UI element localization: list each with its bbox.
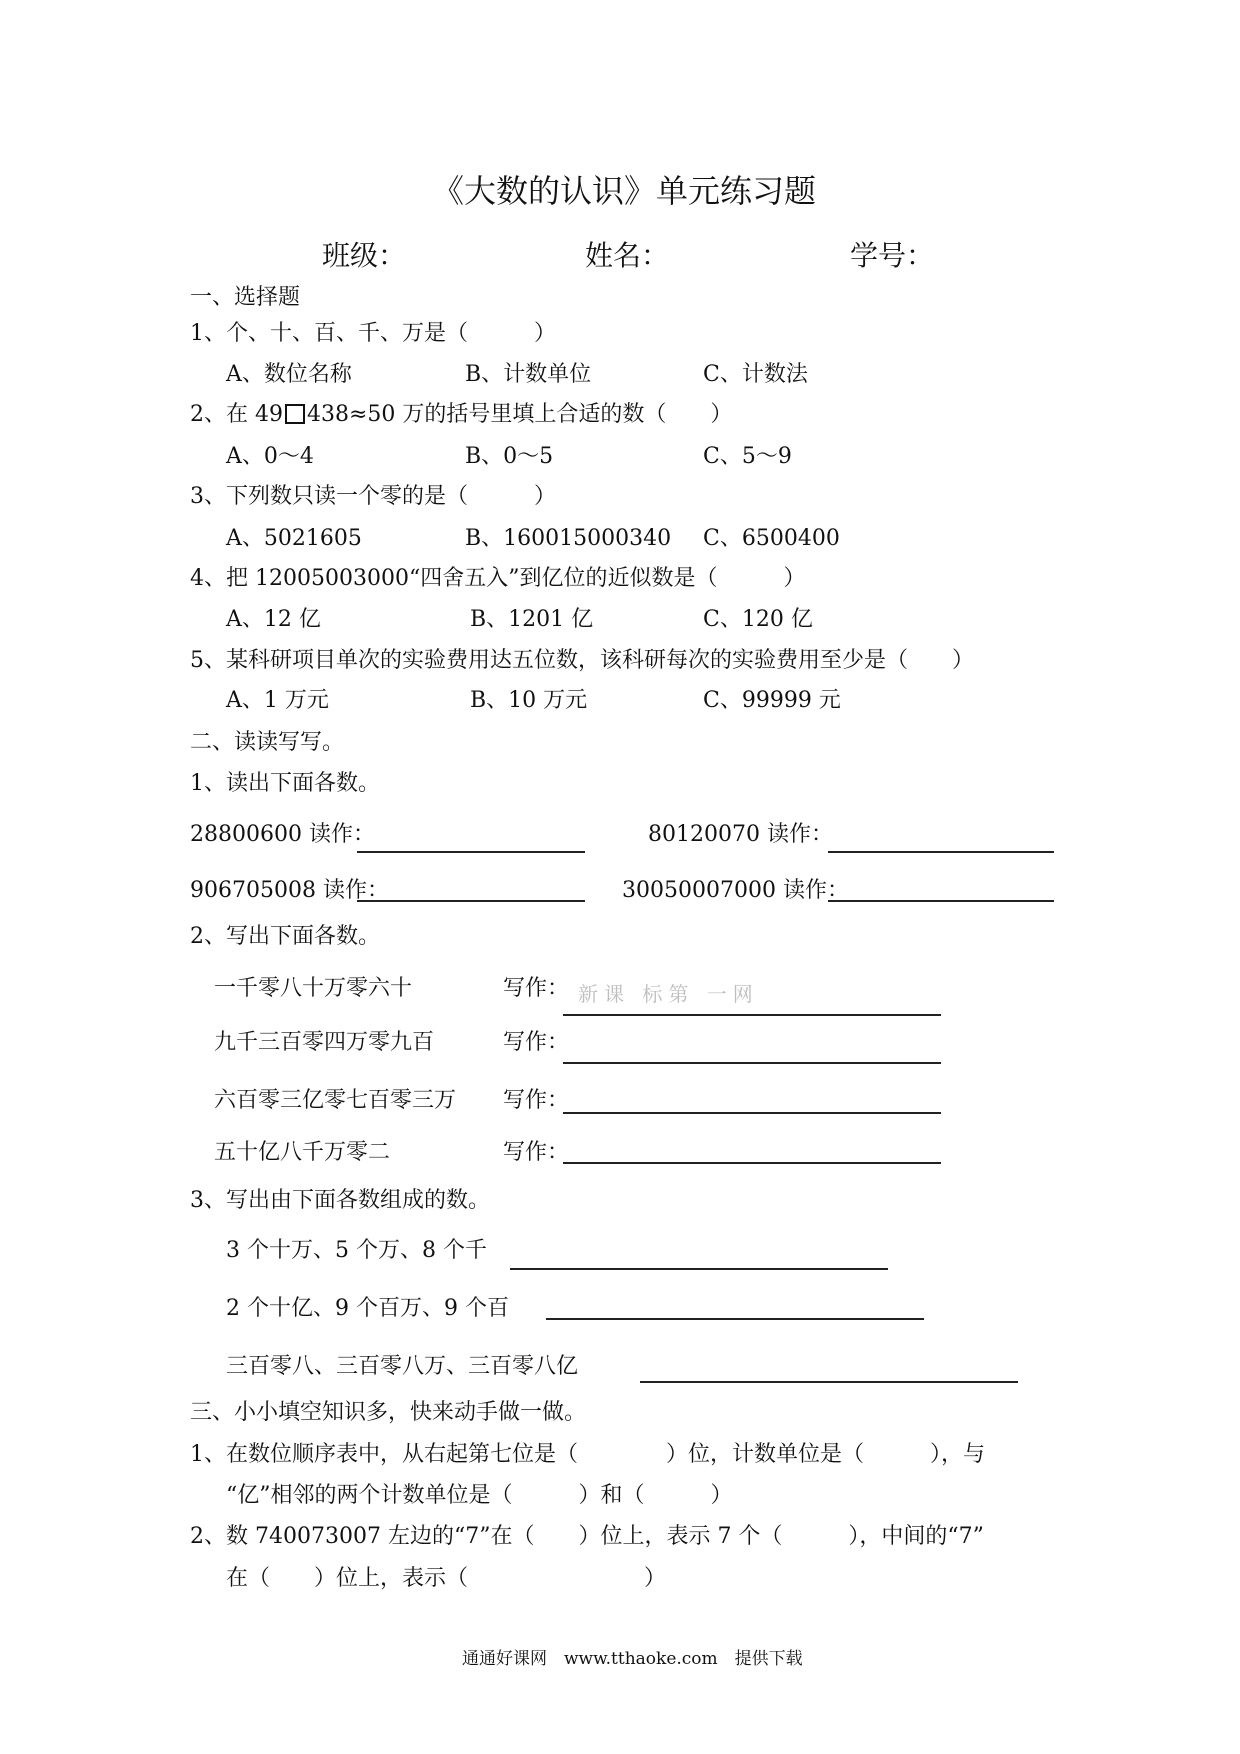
q1-stem: 1、个、十、百、千、万是（ ）	[190, 321, 556, 346]
q4-option-c: C、120 亿	[703, 607, 813, 632]
s3-q2-line2: 在（ ）位上，表示（ ）	[226, 1566, 667, 1591]
s3-q1-line1: 1、在数位顺序表中，从右起第七位是（ ）位，计数单位是（ ），与	[190, 1442, 985, 1467]
footer-credit: 通通好课网 www.tthaoke.com 提供下载	[462, 1649, 803, 1669]
q5-option-c: C、99999 元	[703, 688, 841, 713]
section2-heading: 二、读读写写。	[190, 730, 345, 755]
q2-option-a: A、0～4	[226, 444, 314, 469]
write-title: 2、写出下面各数。	[190, 924, 380, 949]
q5-option-a: A、1 万元	[226, 688, 329, 713]
read-answer-line-2[interactable]	[828, 851, 1054, 853]
section1-heading: 一、选择题	[190, 285, 301, 310]
q3-option-b: B、160015000340	[465, 526, 672, 551]
q3-stem: 3、下列数只读一个零的是（ ）	[190, 484, 556, 509]
q1-option-b: B、计数单位	[465, 362, 592, 387]
q2-stem	[190, 404, 732, 426]
write-item-3-label: 写作：	[503, 1088, 570, 1113]
read-item-3: 906705008 读作：	[190, 878, 389, 903]
read-title: 1、读出下面各数。	[190, 771, 380, 796]
s3-q1-line2: “亿”相邻的两个计数单位是（ ）和（ ）	[226, 1483, 733, 1508]
q4-stem: 4、把 12005003000“四舍五入”到亿位的近似数是（ ）	[190, 566, 806, 591]
q2-option-c: C、5～9	[703, 444, 792, 469]
read-item-1: 28800600 读作：	[190, 822, 375, 847]
q2-stem-before: 2、在 49	[190, 402, 283, 427]
write-item-4-label: 写作：	[503, 1140, 570, 1165]
q3-option-a: A、5021605	[226, 526, 362, 551]
s3-q2-line1: 2、数 740073007 左边的“7”在（ ）位上，表示 7 个（ ），中间的“7”	[190, 1524, 984, 1549]
read-item-2: 80120070 读作：	[648, 822, 833, 847]
read-answer-line-1[interactable]	[357, 851, 585, 853]
write-item-2-text: 九千三百零四万零九百	[214, 1030, 435, 1055]
write-item-3-text: 六百零三亿零七百零三万	[214, 1088, 457, 1113]
q5-option-b: B、10 万元	[470, 688, 588, 713]
compose-item-3: 三百零八、三百零八万、三百零八亿	[226, 1354, 579, 1379]
q2-option-b: B、0～5	[465, 444, 554, 469]
student-number-label: 学号：	[850, 239, 935, 272]
q2-stem-after: 438≈50 万的括号里填上合适的数（ ）	[307, 402, 733, 427]
write-item-1-label: 写作：	[503, 976, 570, 1001]
q4-option-a: A、12 亿	[226, 607, 321, 632]
section3-heading: 三、小小填空知识多，快来动手做一做。	[190, 1400, 587, 1425]
write-answer-line-2[interactable]	[563, 1062, 941, 1064]
compose-item-2: 2 个十亿、9 个百万、9 个百	[226, 1296, 509, 1321]
write-answer-line-1[interactable]	[563, 1014, 941, 1016]
write-item-1-text: 一千零八十万零六十	[214, 976, 413, 1001]
write-answer-line-3[interactable]	[563, 1112, 941, 1114]
page-title: 《大数的认识》单元练习题	[432, 172, 817, 210]
q4-option-b: B、1201 亿	[470, 607, 594, 632]
compose-answer-line-1[interactable]	[510, 1268, 888, 1270]
q5-stem: 5、某科研项目单次的实验费用达五位数，该科研每次的实验费用至少是（ ）	[190, 648, 974, 673]
q1-option-a: A、数位名称	[226, 362, 352, 387]
class-label: 班级：	[322, 239, 407, 272]
write-item-2-label: 写作：	[503, 1030, 570, 1055]
read-item-4: 30050007000 读作：	[622, 878, 849, 903]
read-answer-line-4[interactable]	[828, 900, 1054, 902]
compose-title: 3、写出由下面各数组成的数。	[190, 1188, 490, 1213]
write-item-4-text: 五十亿八千万零二	[214, 1140, 391, 1165]
watermark: 新课 标第 一网	[578, 982, 759, 1006]
name-label: 姓名：	[585, 239, 670, 272]
read-answer-line-3[interactable]	[357, 900, 585, 902]
write-answer-line-4[interactable]	[563, 1162, 941, 1164]
compose-item-1: 3 个十万、5 个万、8 个千	[226, 1238, 487, 1263]
compose-answer-line-2[interactable]	[546, 1318, 924, 1320]
compose-answer-line-3[interactable]	[640, 1381, 1018, 1383]
q3-option-c: C、6500400	[703, 526, 840, 551]
q1-option-c: C、计数法	[703, 362, 808, 387]
blank-box	[285, 404, 305, 424]
